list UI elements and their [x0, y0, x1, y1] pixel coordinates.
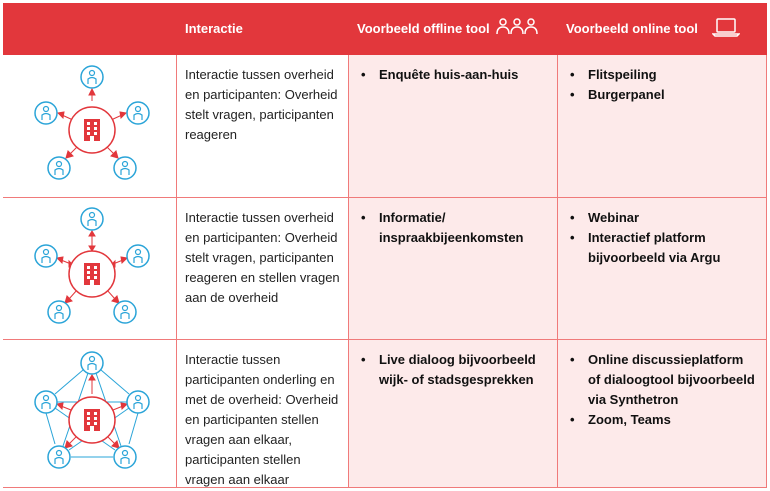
- row1-description-text: Interactie tussen overheid en participanten: Overheid stelt vragen, participanten reageren: [185, 67, 338, 142]
- header-offline: [349, 3, 558, 55]
- list-item: • Flitspeiling: [566, 65, 758, 85]
- list-item: • Interactief platform bijvoorbeeld via Argu: [566, 228, 758, 268]
- header-online: [558, 3, 767, 55]
- people-group-icon: [496, 17, 538, 40]
- row2-description: [177, 198, 349, 340]
- row2-online: [558, 198, 767, 340]
- header-interactie-label: Interactie: [185, 21, 243, 36]
- row1-offline-list: [349, 55, 557, 85]
- row3-diagram: [3, 340, 177, 488]
- laptop-icon: [712, 17, 740, 40]
- header-empty: [3, 3, 177, 55]
- network-icon: [3, 340, 176, 487]
- two-way-icon: [3, 198, 176, 339]
- row2-online-list: [558, 198, 766, 268]
- row2-offline: [349, 198, 558, 340]
- row3-offline: [349, 340, 558, 488]
- list-item: • Informatie/ inspraakbijeenkomsten: [357, 208, 549, 248]
- row3-online-list: [558, 340, 766, 430]
- row3-description: [177, 340, 349, 488]
- row2-offline-list: [349, 198, 557, 248]
- row2-description-text: Interactie tussen overheid en participanten: Overheid stelt vragen, participanten reageren en stellen vragen aan de overheid: [185, 210, 340, 305]
- header-offline-label: Voorbeeld offline tool: [357, 21, 490, 36]
- row1-online-list: [558, 55, 766, 105]
- header-interactie: [177, 3, 349, 55]
- row3-online: [558, 340, 767, 488]
- one-way-icon: [3, 55, 176, 197]
- row2-diagram: [3, 198, 177, 340]
- list-item: • Live dialoog bijvoorbeeld wijk- of stadsgesprekken: [357, 350, 549, 390]
- header-online-label: Voorbeeld online tool: [566, 21, 698, 36]
- row3-offline-list: [349, 340, 557, 390]
- list-item: • Enquête huis-aan-huis: [357, 65, 549, 85]
- row1-diagram: [3, 55, 177, 198]
- row1-description: [177, 55, 349, 198]
- list-item: • Webinar: [566, 208, 758, 228]
- row1-online: [558, 55, 767, 198]
- list-item: • Online discussieplatform of dialoogtool bijvoorbeeld via Synthetron: [566, 350, 758, 410]
- row1-offline: [349, 55, 558, 198]
- row3-description-text: Interactie tussen participanten onderling en met de overheid: Overheid en participanten stellen vragen aan elkaar, participanten stellen vragen aan elkaar: [185, 352, 339, 487]
- interaction-table: [3, 3, 767, 488]
- list-item: • Burgerpanel: [566, 85, 758, 105]
- list-item: • Zoom, Teams: [566, 410, 758, 430]
